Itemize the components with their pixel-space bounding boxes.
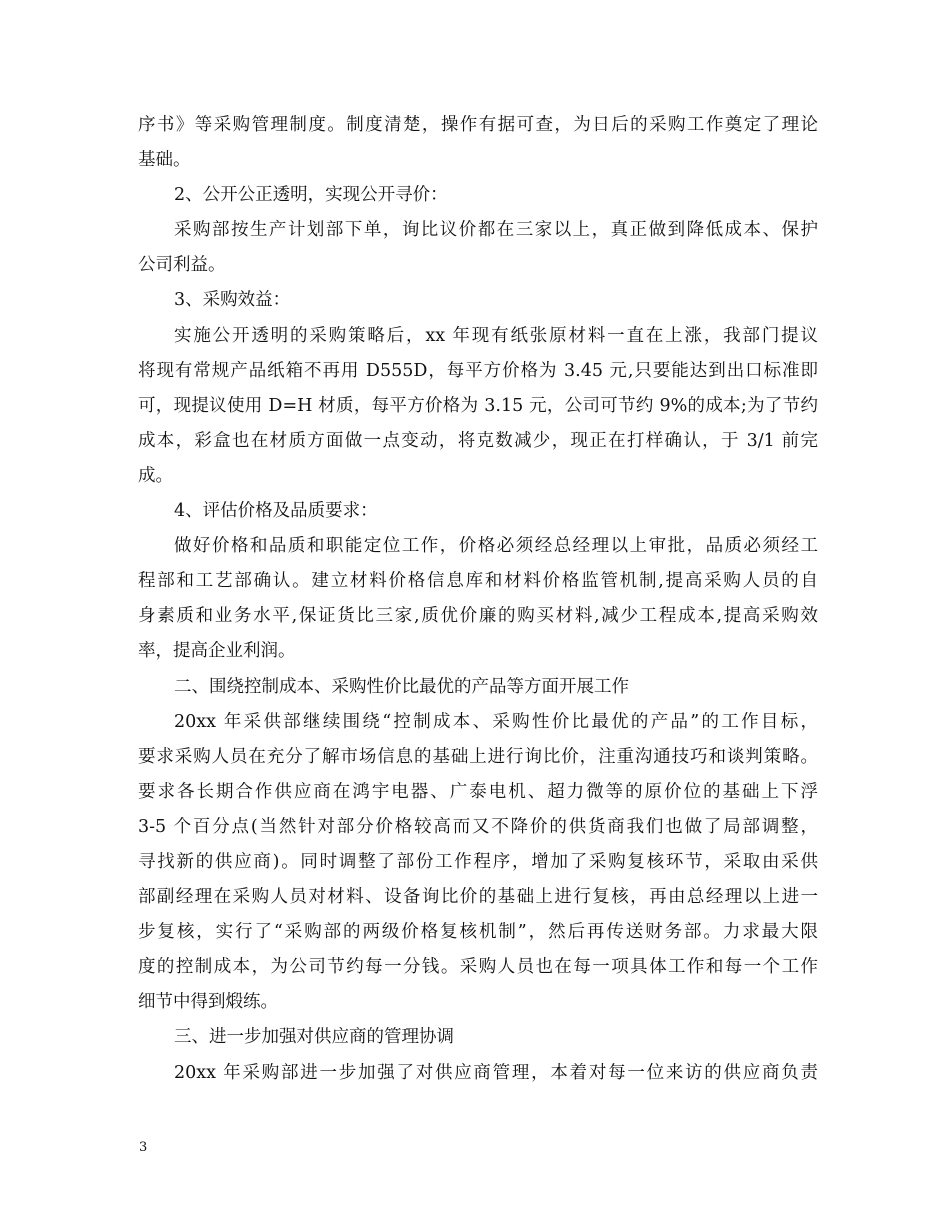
section-heading: 三、进一步加强对供应商的管理协调: [174, 1027, 454, 1048]
paragraph-line: 实施公开透明的采购策略后，xx 年现有纸张原材料一直在上涨，我部门提议: [174, 325, 818, 346]
paragraph-line: 要求各长期合作供应商在鸿宇电器、广泰电机、超力微等的原价位的基础上下浮: [138, 781, 818, 802]
paragraph-line: 细节中得到煅练。: [138, 992, 278, 1013]
paragraph-line: 采购部按生产计划部下单，询比议价都在三家以上，真正做到降低成本、保护: [174, 220, 818, 241]
paragraph-line: 将现有常规产品纸箱不再用 D555D，每平方价格为 3.45 元,只要能达到出口标准即: [138, 360, 818, 381]
paragraph-line: 部副经理在采购人员对材料、设备询比价的基础上进行复核，再由总经理以上进一: [138, 887, 818, 908]
paragraph-line: 成本，彩盒也在材质方面做一点变动，将克数减少，现正在打样确认，于 3/1 前完: [138, 430, 818, 451]
document-body: [138, 108, 818, 1091]
paragraph-line: 寻找新的供应商)。同时调整了部份工作程序，增加了采购复核环节，采取由采供: [138, 851, 818, 872]
page-number: 3: [139, 1140, 148, 1155]
paragraph-line: 序书》等采购管理制度。制度清楚，操作有据可查，为日后的采购工作奠定了理论: [138, 115, 818, 135]
section-heading: 3、采购效益：: [174, 290, 291, 311]
paragraph-line: 20xx 年采供部继续围绕“控制成本、采购性价比最优的产品”的工作目标，: [174, 711, 818, 732]
paragraph-line: 率，提高企业利润。: [138, 641, 296, 662]
paragraph-line: 做好价格和品质和职能定位工作，价格必须经总经理以上审批，品质必须经工: [174, 536, 818, 557]
section-heading: 4、评估价格及品质要求：: [174, 501, 378, 522]
paragraph-line: 要求采购人员在充分了解市场信息的基础上进行询比价，注重沟通技巧和谈判策略。: [138, 746, 818, 767]
paragraph-line: 公司利益。: [138, 255, 226, 276]
section-heading: 2、公开公正透明，实现公开寻价：: [174, 185, 448, 206]
paragraph-line: 20xx 年采购部进一步加强了对供应商管理，本着对每一位来访的供应商负责: [174, 1062, 818, 1083]
paragraph-line: 度的控制成本，为公司节约每一分钱。采购人员也在每一项具体工作和每一个工作: [138, 957, 818, 978]
paragraph-line: 可，现提议使用 D=H 材质，每平方价格为 3.15 元，公司可节约 9%的成本;为了节约: [138, 395, 818, 416]
paragraph-line: 成。: [138, 465, 173, 486]
paragraph-line: 程部和工艺部确认。建立材料价格信息库和材料价格监管机制,提高采购人员的自: [138, 571, 818, 592]
paragraph-line: 3-5 个百分点(当然针对部分价格较高而又不降价的供货商我们也做了局部调整，: [138, 816, 818, 837]
section-heading: 二、围绕控制成本、采购性价比最优的产品等方面开展工作: [174, 676, 629, 697]
paragraph-line: 身素质和业务水平,保证货比三家,质优价廉的购买材料,减少工程成本,提高采购效: [138, 606, 818, 627]
paragraph-line: 基础。: [138, 150, 191, 171]
paragraph-line: 步复核，实行了“采购部的两级价格复核机制”，然后再传送财务部。力求最大限: [138, 922, 818, 943]
